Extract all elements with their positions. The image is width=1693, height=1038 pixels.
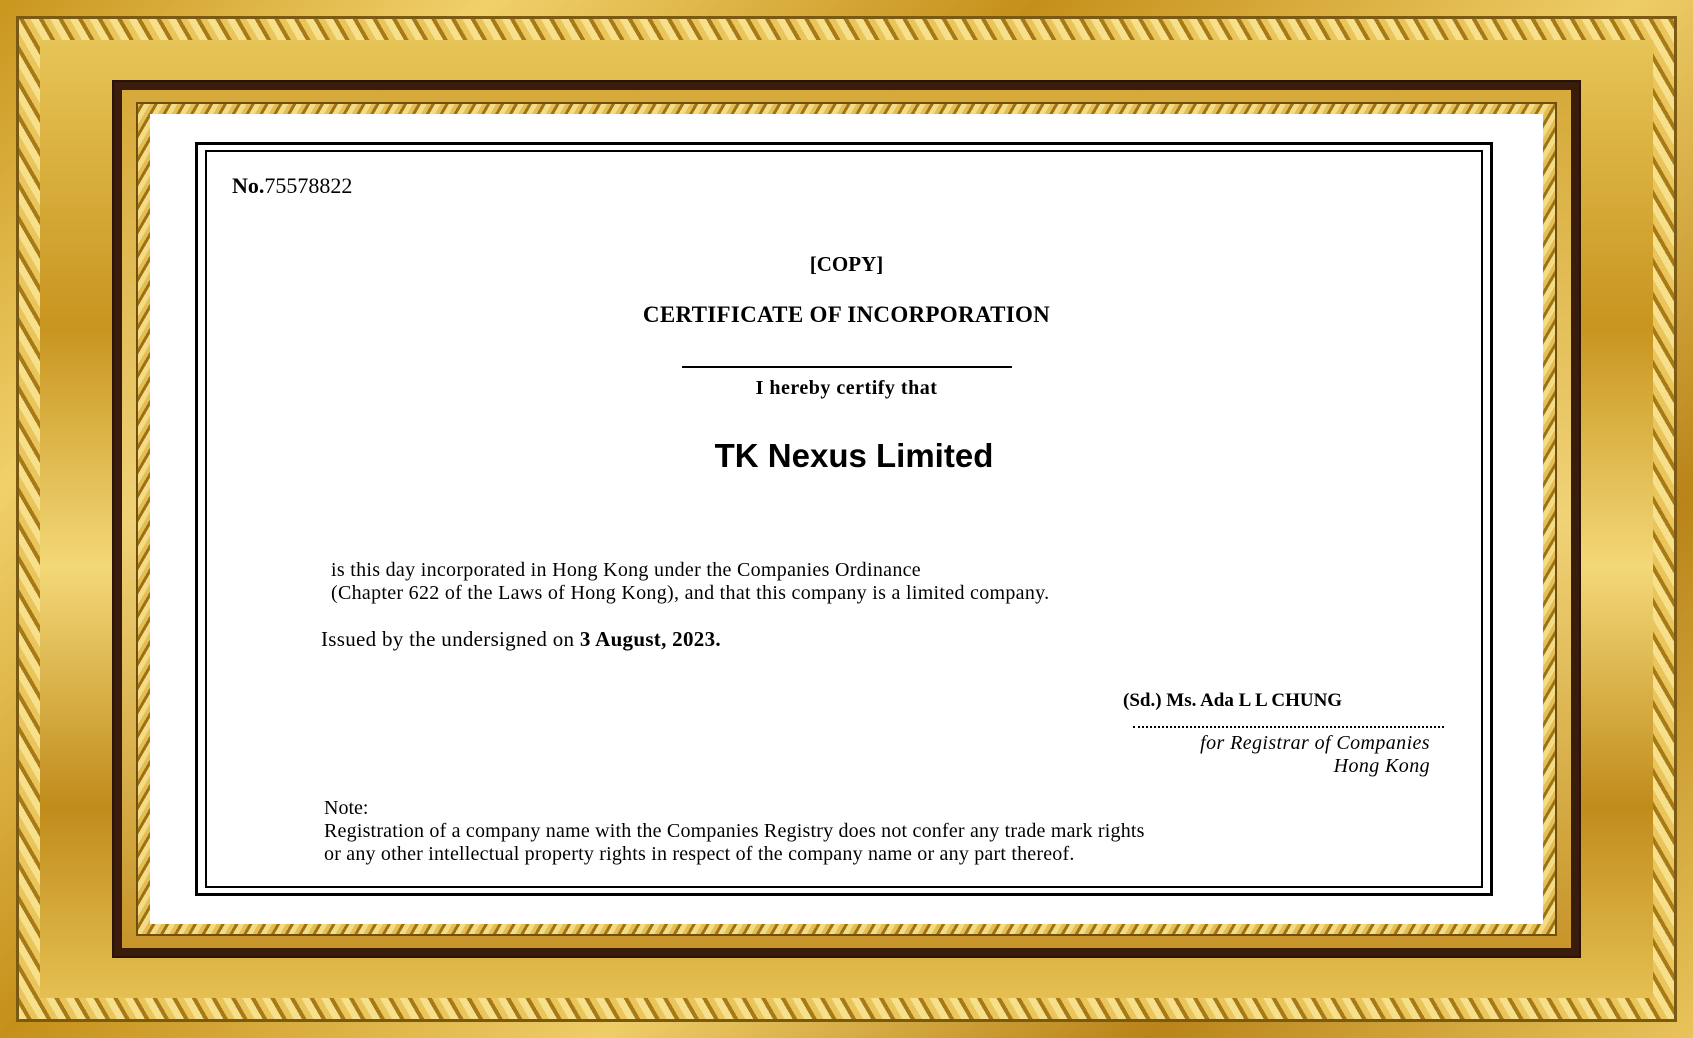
body-line-2: (Chapter 622 of the Laws of Hong Kong), and that this company is a limited company. [331, 582, 1050, 604]
issued-statement [321, 627, 721, 652]
signature-dotted-line [1133, 726, 1444, 728]
company-name: TK Nexus Limited [714, 437, 994, 474]
title-rule [682, 366, 1012, 368]
certificate-number [232, 173, 352, 199]
issued-date: 3 August, 2023. [579, 627, 721, 651]
copy-tag: [COPY] [809, 252, 884, 276]
note-line-2: or any other intellectual property rights in respect of the company name or any part thereof. [324, 843, 1075, 865]
certificate-title: CERTIFICATE OF INCORPORATION [642, 302, 1051, 327]
body-line-1: is this day incorporated in Hong Kong under the Companies Ordinance [331, 559, 921, 581]
certificate-number-value: 75578822 [264, 173, 353, 198]
note-line-1: Registration of a company name with the Companies Registry does not confer any trade mark rights [324, 820, 1145, 842]
certificate-number-label: No. [232, 173, 265, 198]
registrar-line-1: for Registrar of Companies [1200, 732, 1430, 754]
certify-text: I hereby certify that [755, 377, 938, 399]
issued-prefix: Issued by the undersigned on [321, 627, 580, 651]
signatory: (Sd.) Ms. Ada L L CHUNG [1123, 690, 1343, 711]
registrar-line-2: Hong Kong [1333, 755, 1430, 777]
note-heading: Note: [324, 797, 369, 819]
